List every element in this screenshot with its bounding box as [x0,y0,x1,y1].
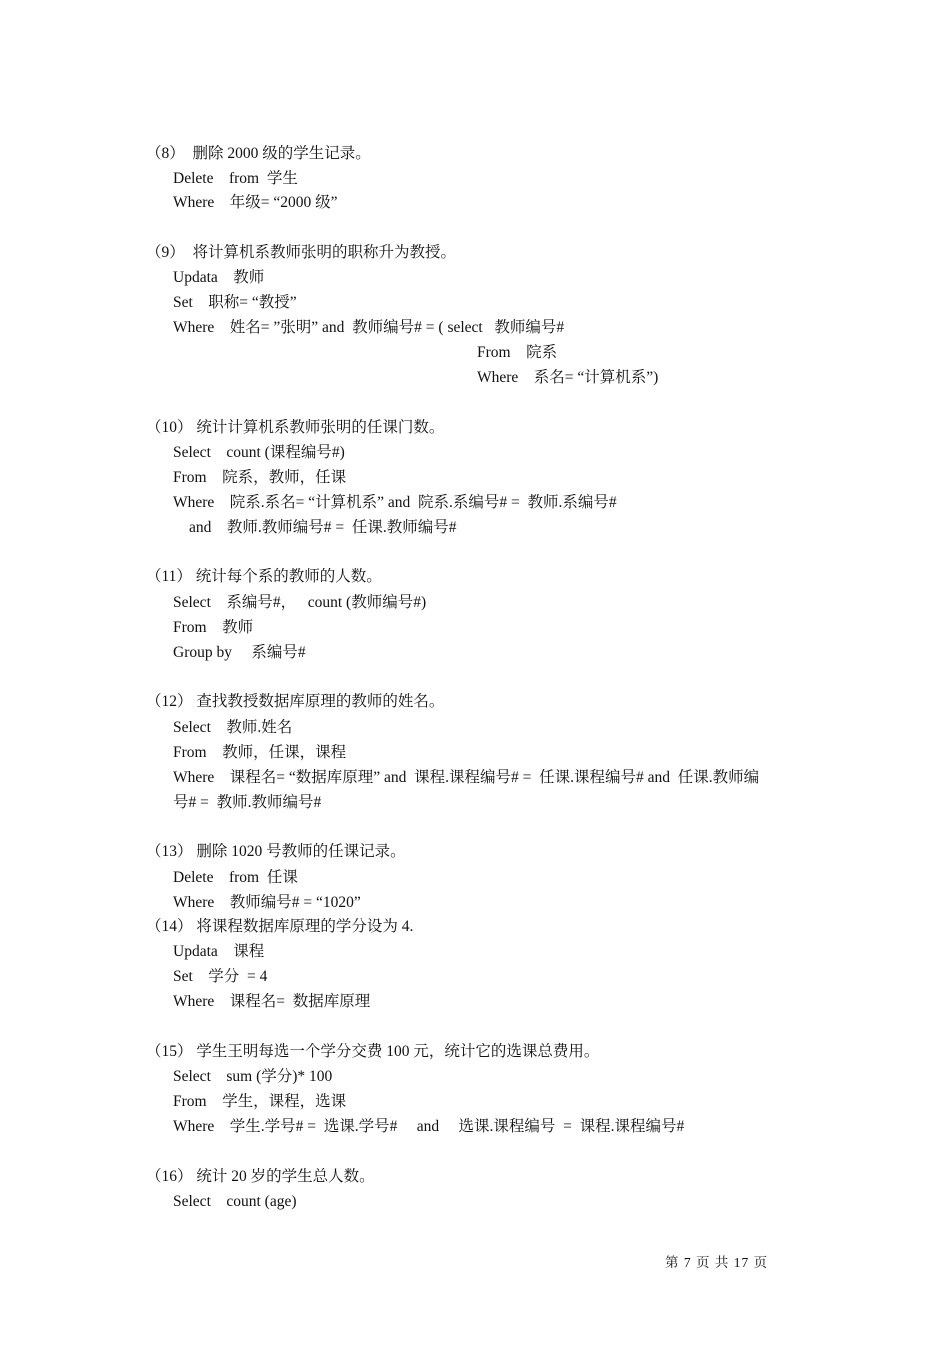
sql-line: Delete from 学生 [173,170,298,187]
question-heading: （13） 删除 1020 号教师的任课记录。 [146,843,406,860]
sql-line: Select 系编号#， count (教师编号#) [173,594,427,611]
question-heading: （12） 查找教授数据库原理的教师的姓名。 [146,693,445,710]
question-heading: （14） 将课程数据库原理的学分设为 4. [146,918,414,935]
sql-line: Where 教师编号# = “1020” [173,894,361,911]
sql-line: Select sum (学分)* 100 [173,1068,333,1085]
question-heading: （16） 统计 20 岁的学生总人数。 [146,1168,375,1185]
sql-line: Where 年级= “2000 级” [173,194,338,211]
sql-line: Where 学生.学号# = 选课.学号# and 选课.课程编号 = 课程.课程编号# [173,1118,685,1135]
sql-line: Group by 系编号# [173,644,306,661]
sql-line: From 院系 [477,344,558,361]
question-heading: （11） 统计每个系的教师的人数。 [146,568,382,585]
sql-line: From 学生，课程，选课 [173,1093,347,1110]
sql-line: Updata 课程 [173,943,265,960]
sql-line: Delete from 任课 [173,869,298,886]
sql-line: From 教师，任课，课程 [173,744,347,761]
sql-line: Where 课程名= 数据库原理 [173,993,371,1010]
sql-line: Where 课程名= “数据库原理” and 课程.课程编号# = 任课.课程编号# and 任课.教师编 [173,769,760,786]
sql-line: Where 院系.系名= “计算机系” and 院系.系编号# = 教师.系编号# [173,494,617,511]
sql-line: Set 职称= “教授” [173,294,297,311]
sql-line: Set 学分 = 4 [173,968,268,985]
page-footer: 第 7 页 共 17 页 [665,1255,769,1270]
question-heading: （10） 统计计算机系教师张明的任课门数。 [146,419,445,436]
sql-line: Select count (age) [173,1193,297,1210]
question-heading: （8） 删除 2000 级的学生记录。 [146,145,371,162]
sql-line: Select 教师.姓名 [173,719,293,736]
sql-line: From 教师 [173,619,254,636]
sql-line: Select count (课程编号#) [173,444,345,461]
sql-line: Where 姓名= ”张明” and 教师编号# = ( select 教师编号# [173,319,565,336]
sql-line: From 院系，教师，任课 [173,469,347,486]
question-heading: （15） 学生王明每选一个学分交费 100 元，统计它的选课总费用。 [146,1043,600,1060]
sql-line: Where 系名= “计算机系”) [477,369,659,386]
sql-line: and 教师.教师编号# = 任课.教师编号# [189,519,457,536]
sql-line: 号# = 教师.教师编号# [173,794,322,811]
question-heading: （9） 将计算机系教师张明的职称升为教授。 [146,244,457,261]
sql-line: Updata 教师 [173,269,265,286]
